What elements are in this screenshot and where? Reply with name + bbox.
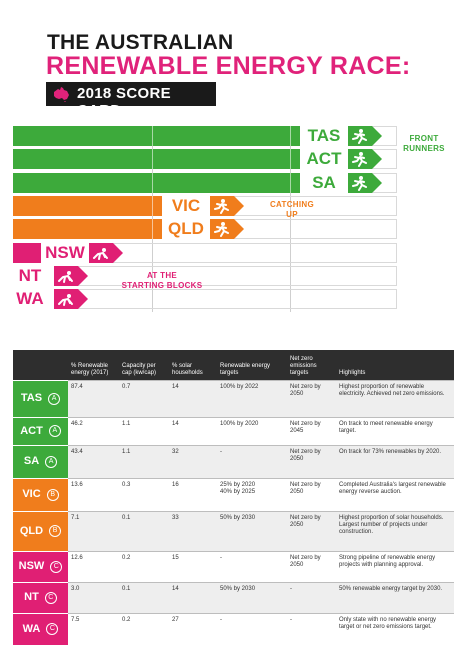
grade-badge: B	[47, 489, 59, 501]
state-cell-inner	[13, 425, 68, 437]
bar-gridline	[152, 149, 153, 169]
bar-gridline	[152, 173, 153, 193]
score-table	[13, 350, 454, 645]
cell-cap: 0.2	[119, 613, 169, 645]
state-code: NSW	[41, 243, 89, 263]
bar-gridline	[290, 149, 291, 169]
column-header: Highlights	[336, 350, 454, 380]
state-cell-inner	[13, 525, 68, 537]
category-label-line2: UP	[286, 210, 298, 219]
crouching-runner-icon	[56, 268, 74, 284]
category-label-catch	[262, 200, 322, 220]
column-header: Renewable energy targets	[217, 350, 287, 380]
cell-highlight: Only state with no renewable energy target or net zero emissions target.	[336, 613, 454, 645]
arrow-tip	[372, 126, 382, 146]
cell-target: 25% by 2020 40% by 2025	[217, 478, 287, 511]
cell-renew: 43.4	[68, 445, 119, 478]
state-cell	[13, 582, 68, 613]
scorecard-label: 2018 SCORE CARD	[77, 85, 171, 119]
state-cell-inner	[13, 592, 68, 604]
cell-solar: 33	[169, 511, 217, 551]
cell-netzero: Net zero by 2050	[287, 445, 336, 478]
state-code: QLD	[162, 219, 210, 239]
bar-gridline	[152, 126, 153, 146]
state-code: ACT	[20, 424, 43, 437]
arrow-tip	[78, 289, 88, 309]
state-code: VIC	[22, 488, 41, 500]
state-cell	[13, 380, 68, 417]
state-tag-wa	[6, 289, 78, 309]
state-code: NT	[6, 266, 54, 286]
cell-netzero: -	[287, 613, 336, 645]
running-person-icon	[350, 128, 368, 144]
state-cell	[13, 613, 68, 645]
state-cell-inner	[13, 393, 68, 405]
cell-highlight: On track to meet renewable energy target.	[336, 417, 454, 445]
arrow-tip	[372, 149, 382, 169]
cell-cap: 0.1	[119, 582, 169, 613]
cell-solar: 14	[169, 417, 217, 445]
cell-solar: 14	[169, 380, 217, 417]
cell-netzero: Net zero by 2050	[287, 380, 336, 417]
cell-highlight: Highest proportion of solar households. Largest number of projects under construction.	[336, 511, 454, 551]
cell-netzero: Net zero by 2050	[287, 478, 336, 511]
column-header	[13, 350, 68, 380]
cell-cap: 1.1	[119, 445, 169, 478]
grade-badge: C	[46, 623, 58, 635]
state-tag-sa	[300, 173, 372, 193]
state-code: QLD	[19, 524, 44, 537]
running-person-icon	[212, 221, 230, 237]
cell-solar: 14	[169, 582, 217, 613]
arrow-tip	[78, 266, 88, 286]
cell-renew: 87.4	[68, 380, 119, 417]
running-person-icon	[212, 198, 230, 214]
title-line-1: THE AUSTRALIAN	[47, 31, 234, 54]
state-cell	[13, 417, 68, 445]
title-line-2: RENEWABLE ENERGY RACE:	[46, 52, 411, 80]
table-row	[13, 582, 454, 613]
cell-target: 100% by 2022	[217, 380, 287, 417]
state-code: TAS	[300, 126, 348, 146]
arrow-tip	[234, 219, 244, 239]
cell-solar: 27	[169, 613, 217, 645]
cell-cap: 0.7	[119, 380, 169, 417]
state-tag-act	[300, 149, 372, 169]
bar-gridline	[290, 126, 291, 146]
cell-highlight: 50% renewable energy target by 2030.	[336, 582, 454, 613]
state-code: VIC	[162, 196, 210, 216]
grade-badge: A	[49, 425, 61, 437]
cell-target: 100% by 2020	[217, 417, 287, 445]
cell-renew: 3.0	[68, 582, 119, 613]
state-cell-inner	[13, 489, 68, 501]
state-cell	[13, 445, 68, 478]
column-header: % Renewable energy (2017)	[68, 350, 119, 380]
state-code: SA	[300, 173, 348, 193]
state-cell	[13, 511, 68, 551]
cell-netzero: -	[287, 582, 336, 613]
cell-target: 50% by 2030	[217, 582, 287, 613]
cell-renew: 7.1	[68, 511, 119, 551]
state-tag-nsw	[41, 243, 113, 263]
table-row	[13, 417, 454, 445]
arrow-tip	[113, 243, 123, 263]
table-row	[13, 551, 454, 582]
state-code: TAS	[20, 392, 43, 404]
cell-cap: 1.1	[119, 417, 169, 445]
category-label-line1: AT THE	[146, 271, 178, 280]
cell-netzero: Net zero by 2045	[287, 417, 336, 445]
cell-cap: 0.3	[119, 478, 169, 511]
cell-renew: 13.6	[68, 478, 119, 511]
cell-cap: 0.1	[119, 511, 169, 551]
category-label-line2: RUNNERS	[403, 144, 445, 153]
state-code: WA	[22, 622, 41, 635]
column-header: Net zero emissions targets	[287, 350, 336, 380]
category-label-start	[118, 271, 206, 291]
column-header: % solar households	[169, 350, 217, 380]
state-cell	[13, 551, 68, 582]
cell-solar: 16	[169, 478, 217, 511]
cell-solar: 32	[169, 445, 217, 478]
running-person-icon	[350, 151, 368, 167]
state-tag-vic	[162, 196, 234, 216]
grade-badge: C	[45, 592, 57, 604]
cell-renew: 46.2	[68, 417, 119, 445]
state-tag-nt	[6, 266, 78, 286]
cell-target: 50% by 2030	[217, 511, 287, 551]
column-header: Capacity per cap (kw/cap)	[119, 350, 169, 380]
state-tag-qld	[162, 219, 234, 239]
cell-highlight: Completed Australia's largest renewable energy reverse auction.	[336, 478, 454, 511]
state-code: SA	[23, 455, 40, 467]
table-row	[13, 445, 454, 478]
category-label-line2: STARTING BLOCKS	[121, 281, 203, 290]
cell-renew: 7.5	[68, 613, 119, 645]
cell-highlight: On track for 73% renewables by 2020.	[336, 445, 454, 478]
state-code: NT	[24, 591, 39, 603]
state-code: WA	[6, 289, 54, 309]
running-person-icon	[350, 175, 368, 191]
bar-gridline	[290, 173, 291, 193]
grade-badge: A	[45, 456, 57, 468]
state-cell-inner	[13, 456, 68, 468]
state-cell-inner	[13, 623, 68, 635]
arrow-tip	[234, 196, 244, 216]
cell-cap: 0.2	[119, 551, 169, 582]
state-code: NSW	[18, 560, 45, 572]
bar-gridline	[152, 219, 153, 239]
cell-renew: 12.6	[68, 551, 119, 582]
grade-badge: B	[49, 525, 61, 537]
grade-badge: C	[50, 561, 62, 573]
cell-target: -	[217, 613, 287, 645]
cell-netzero: Net zero by 2050	[287, 511, 336, 551]
table-row	[13, 380, 454, 417]
state-cell-inner	[13, 561, 68, 573]
cell-target: -	[217, 551, 287, 582]
state-cell	[13, 478, 68, 511]
table-row	[13, 478, 454, 511]
cell-highlight: Strong pipeline of renewable energy projects with planning approval.	[336, 551, 454, 582]
cell-solar: 15	[169, 551, 217, 582]
category-label-front	[394, 134, 454, 154]
bar-gridline	[152, 196, 153, 216]
table-row	[13, 613, 454, 645]
crouching-runner-icon	[56, 291, 74, 307]
table-header-row	[13, 350, 454, 380]
state-tag-tas	[300, 126, 372, 146]
grade-badge: A	[48, 393, 60, 405]
cell-target: -	[217, 445, 287, 478]
state-code: ACT	[300, 149, 348, 169]
cell-netzero: Net zero by 2050	[287, 551, 336, 582]
arrow-tip	[372, 173, 382, 193]
table-row	[13, 511, 454, 551]
crouching-runner-icon	[91, 245, 109, 261]
cell-highlight: Highest proportion of renewable electricity. Achieved net zero emissions.	[336, 380, 454, 417]
category-label-line1: FRONT	[409, 134, 439, 143]
category-label-line1: CATCHING	[269, 200, 315, 209]
